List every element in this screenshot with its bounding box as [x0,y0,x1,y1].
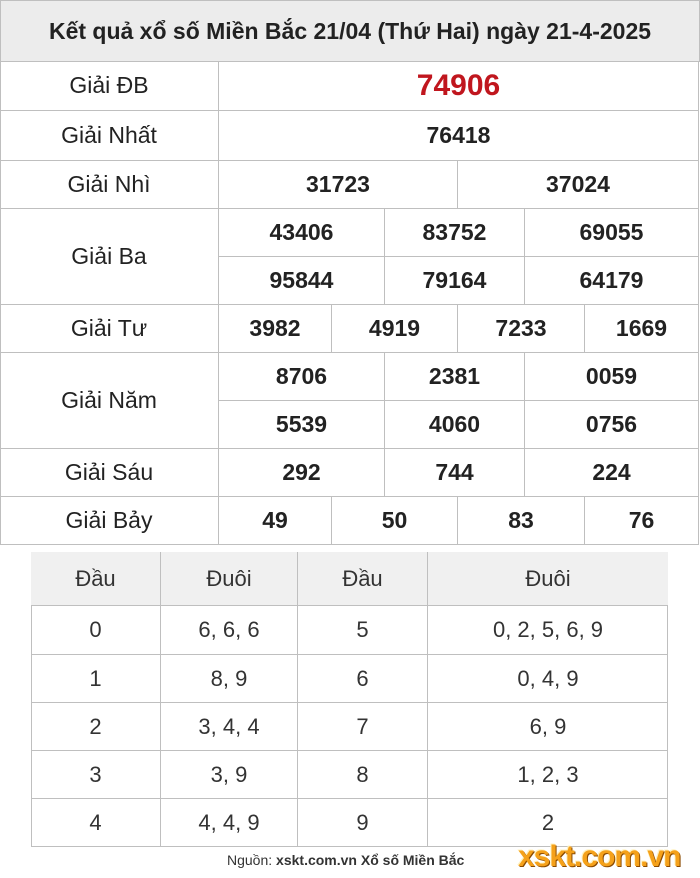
prize-value-sau: 292 [219,449,385,497]
prize-value-bay: 83 [458,497,585,545]
page-title: Kết quả xổ số Miền Bắc 21/04 (Thứ Hai) ngày 21-4-2025 [0,0,700,62]
prize-value-nam: 5539 [219,401,385,449]
prize-value-tu: 7233 [458,305,585,353]
footer-source [227,852,464,868]
loto-head-digit: 9 [298,799,428,847]
footer-prefix: Nguồn: [227,852,273,868]
prize-label-ba: Giải Ba [0,209,219,305]
prize-label-nhat: Giải Nhất [0,111,219,161]
prize-value-sau: 744 [385,449,525,497]
prize-value-nhat: 76418 [219,111,699,161]
loto-head-digit: 5 [298,606,428,655]
loto-tail-digits: 8, 9 [161,655,298,703]
prize-value-ba: 79164 [385,257,525,305]
loto-head-digit: 6 [298,655,428,703]
loto-header-cell: Đuôi [161,552,298,606]
loto-tail-digits: 0, 2, 5, 6, 9 [428,606,668,655]
prize-value-ba: 69055 [525,209,699,257]
prize-value-ba: 43406 [219,209,385,257]
prize-value-nam: 0059 [525,353,699,401]
loto-tail-digits: 1, 2, 3 [428,751,668,799]
loto-head-digit: 3 [31,751,161,799]
prize-label-nhi: Giải Nhì [0,161,219,209]
loto-tail-digits: 6, 9 [428,703,668,751]
loto-head-digit: 7 [298,703,428,751]
loto-tail-digits: 0, 4, 9 [428,655,668,703]
loto-tail-digits: 6, 6, 6 [161,606,298,655]
prize-label-sau: Giải Sáu [0,449,219,497]
loto-tail-digits: 3, 9 [161,751,298,799]
prize-label-db: Giải ĐB [0,61,219,111]
prize-value-db: 74906 [219,61,699,111]
loto-head-digit: 0 [31,606,161,655]
prize-value-bay: 50 [332,497,458,545]
brand-logo: xskt.com.vn [518,840,681,873]
prize-label-tu: Giải Tư [0,305,219,353]
prize-value-tu: 1669 [585,305,699,353]
prize-value-nam: 2381 [385,353,525,401]
prize-value-ba: 95844 [219,257,385,305]
loto-head-digit: 4 [31,799,161,847]
loto-head-digit: 2 [31,703,161,751]
loto-head-digit: 8 [298,751,428,799]
prize-value-sau: 224 [525,449,699,497]
prize-value-bay: 76 [585,497,699,545]
prize-value-bay: 49 [219,497,332,545]
prize-value-tu: 4919 [332,305,458,353]
prize-value-ba: 83752 [385,209,525,257]
prize-value-nam: 0756 [525,401,699,449]
prize-value-ba: 64179 [525,257,699,305]
loto-header-cell: Đầu [31,552,161,606]
loto-head-digit: 1 [31,655,161,703]
prize-value-nhi: 37024 [458,161,699,209]
loto-header-cell: Đuôi [428,552,668,606]
loto-tail-digits: 3, 4, 4 [161,703,298,751]
footer-suffix: Xổ số Miền Bắc [360,852,465,868]
footer-site-link[interactable]: xskt.com.vn [276,852,357,868]
loto-tail-digits: 2 [541,810,555,835]
loto-header-cell: Đầu [298,552,428,606]
prize-label-bay: Giải Bảy [0,497,219,545]
prize-value-nam: 8706 [219,353,385,401]
prize-value-nam: 4060 [385,401,525,449]
prize-label-nam: Giải Năm [0,353,219,449]
prize-value-tu: 3982 [219,305,332,353]
loto-tail-digits: 4, 4, 9 [161,799,298,847]
prize-value-nhi: 31723 [219,161,458,209]
